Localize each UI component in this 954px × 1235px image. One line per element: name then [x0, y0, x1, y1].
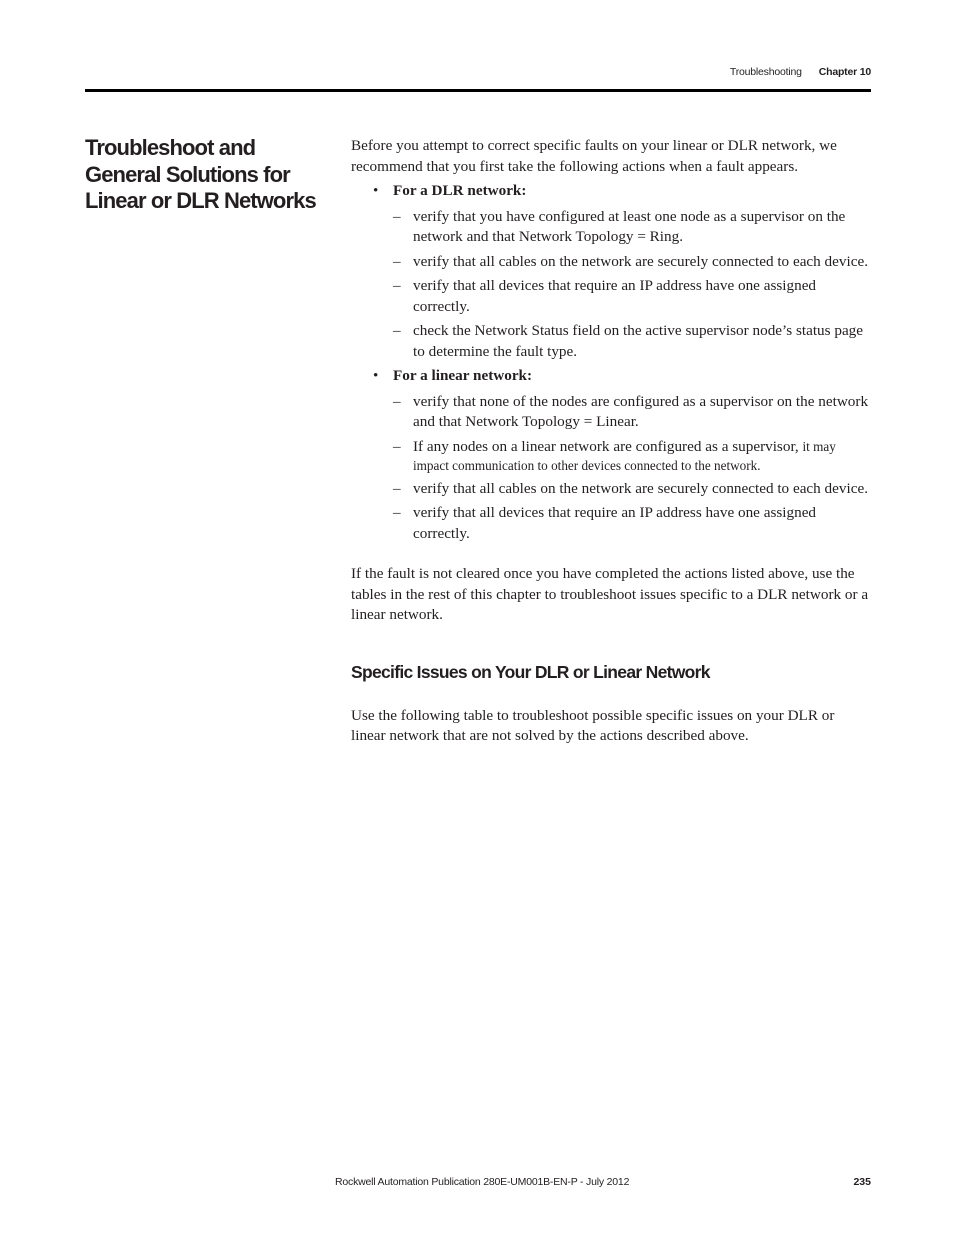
list-item: [393, 207, 871, 248]
bullet-linear: [351, 366, 871, 544]
list-item: [393, 479, 871, 500]
list-item-text: If any nodes on a linear network are configured as a supervisor,: [413, 437, 799, 455]
list-item-text-small: it may impact communication to other devices connected to the network.: [413, 438, 836, 473]
list-item: [393, 392, 871, 433]
dash-marker: –: [393, 207, 401, 225]
bullet-label: For a linear network:: [393, 367, 533, 384]
subsection-paragraph: Use the following table to troubleshoot possible specific issues on your DLR or linear network that are not solved by the actions described above.: [351, 706, 835, 744]
bullet-marker: •: [373, 182, 379, 199]
dash-marker: –: [393, 277, 401, 294]
bullet-list: [351, 181, 871, 544]
list-item-text: verify that all devices that require an IP address have one assigned correctly.: [413, 504, 817, 542]
subsection-heading: Specific Issues on Your DLR or Linear Network: [351, 661, 710, 682]
dash-marker: –: [393, 392, 401, 410]
section-heading: Troubleshoot and General Solutions for Linear or DLR Networks: [85, 135, 316, 213]
footer-publication: Rockwell Automation Publication 280E-UM001B-EN-P - July 2012: [335, 1176, 630, 1188]
bullet-label: For a DLR network:: [393, 182, 527, 199]
dash-marker: –: [393, 504, 401, 521]
list-item-text: verify that none of the nodes are configured as a supervisor on the network and that Network Topology = Linear.: [413, 392, 869, 430]
dash-marker: –: [393, 437, 401, 455]
list-item: [393, 321, 871, 362]
intro-paragraph: Before you attempt to correct specific faults on your linear or DLR network, we recommend that you first take the following actions when a fault appears.: [351, 137, 837, 175]
followup-paragraph: If the fault is not cleared once you have completed the actions listed above, use the tables in the rest of this chapter to troubleshoot issues specific to a DLR network or a linear network.: [351, 565, 869, 623]
dash-list: [393, 207, 871, 363]
header-rule: [85, 89, 871, 92]
dash-marker: –: [393, 252, 401, 270]
dash-list: [393, 392, 871, 545]
page-number: 235: [853, 1176, 871, 1188]
bullet-dlr: [351, 181, 871, 362]
bullet-marker: •: [373, 367, 379, 384]
list-item-text: verify that all cables on the network are securely connected to each device.: [413, 479, 868, 497]
running-header: [85, 66, 871, 78]
list-item-text: verify that all devices that require an IP address have one assigned correctly.: [413, 277, 817, 315]
list-item-text: verify that all cables on the network are securely connected to each device.: [413, 252, 868, 270]
header-chapter: Chapter 10: [818, 66, 871, 78]
list-item: [393, 276, 871, 317]
list-item: [393, 437, 871, 475]
dash-marker: –: [393, 322, 401, 339]
main-content: [351, 136, 871, 747]
list-item-text: verify that you have configured at least one node as a supervisor on the network and that Network Topology = Ring.: [413, 207, 846, 245]
list-item: [393, 252, 871, 273]
dash-marker: –: [393, 479, 401, 497]
header-section: Troubleshooting: [729, 66, 802, 78]
list-item-text: check the Network Status field on the active supervisor node’s status page to determine the fault type.: [413, 322, 864, 360]
list-item: [393, 503, 871, 544]
